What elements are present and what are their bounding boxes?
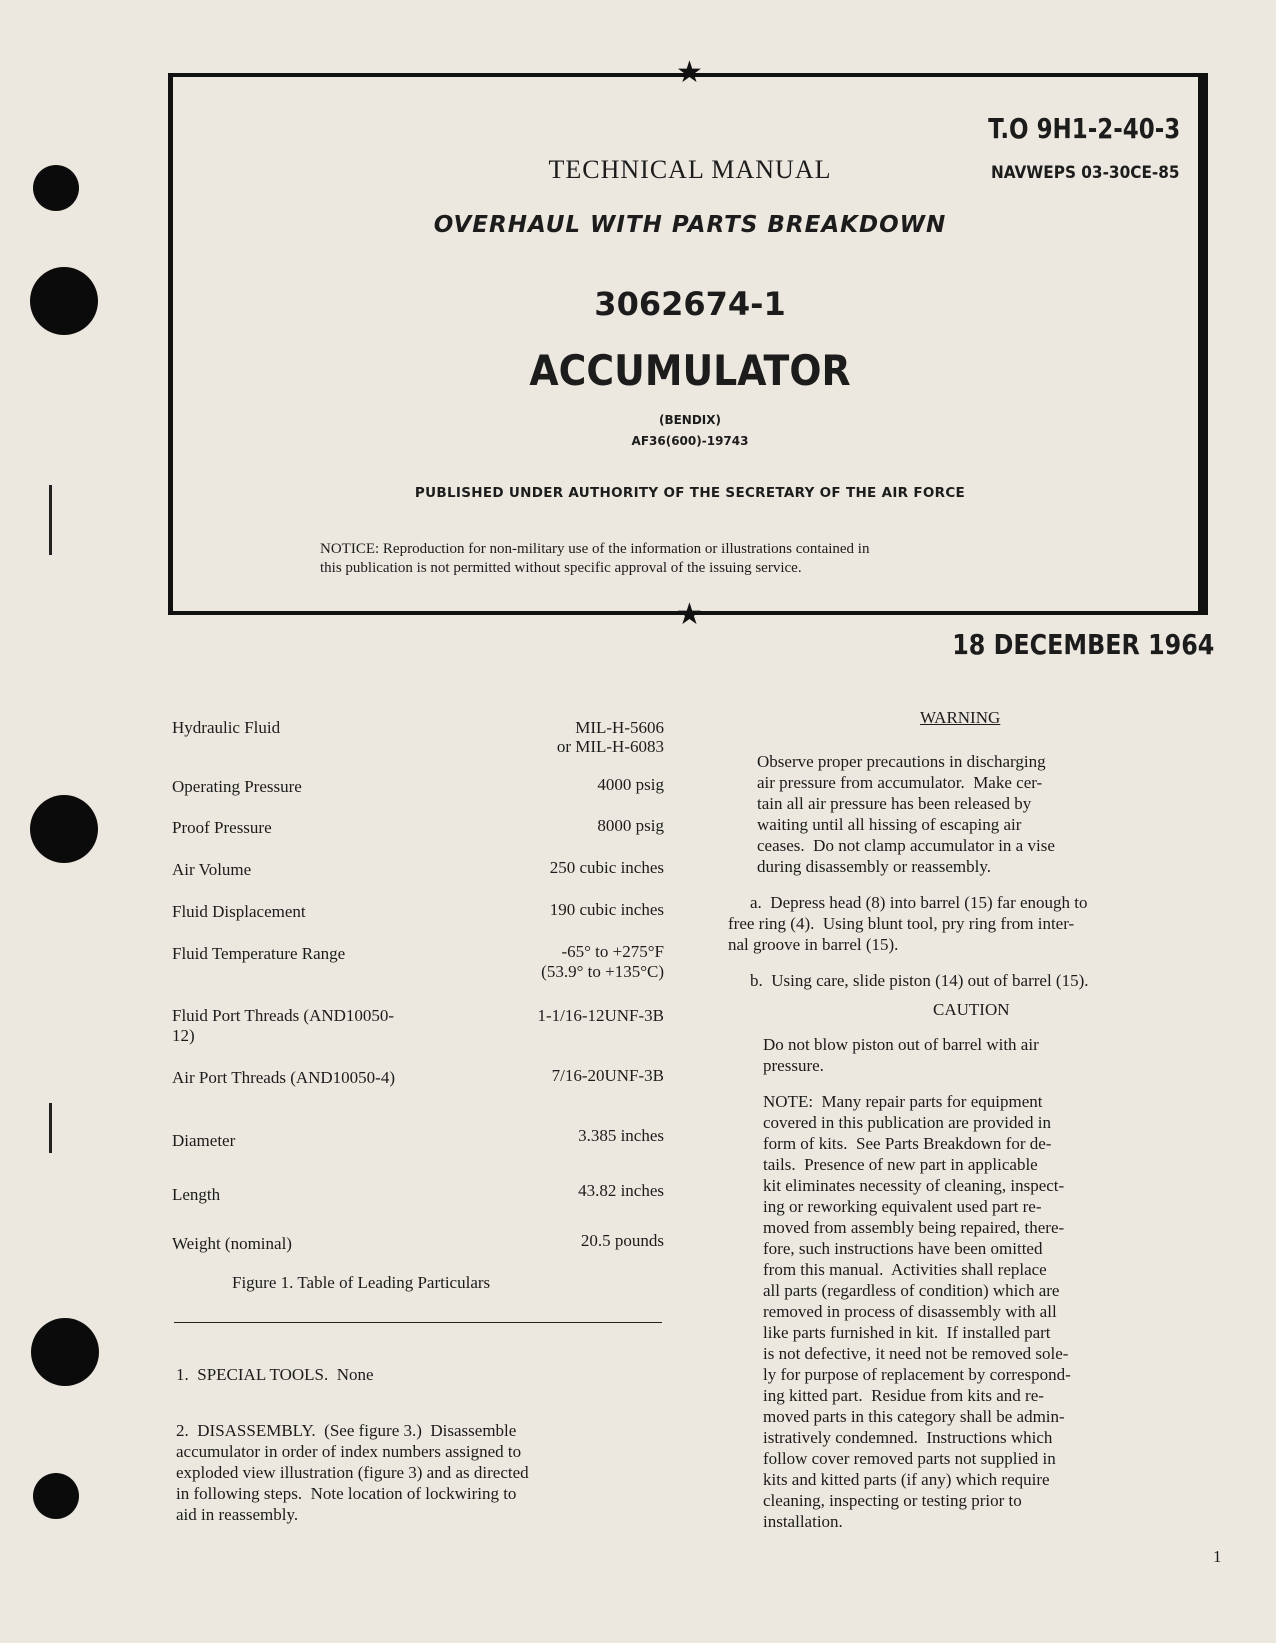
binder-hole-1 (33, 165, 79, 211)
table-row-label: Weight (nominal) (172, 1234, 292, 1253)
warning-line: Observe proper precautions in discharging (757, 752, 1046, 771)
contract-number: AF36(600)-19743 (631, 434, 749, 448)
note-line: form of kits. See Parts Breakdown for de- (763, 1134, 1052, 1153)
navweps-number: NAVWEPS 03-30CE-85 (991, 163, 1180, 183)
note-line: ly for purpose of replacement by correspond- (763, 1365, 1071, 1384)
table-row-value: 8000 psig (597, 816, 664, 835)
table-row-value: 20.5 pounds (580, 1231, 664, 1250)
table-row-label: Length (172, 1185, 221, 1204)
note-line: moved parts in this category shall be admin- (763, 1407, 1065, 1426)
table-row-value: 190 cubic inches (549, 900, 664, 919)
paragraph-line: free ring (4). Using blunt tool, pry ring from inter- (728, 914, 1075, 933)
to-number: T.O 9H1-2-40-3 (987, 112, 1180, 145)
step-b-paragraph: b. Using care, slide piston (14) out of barrel (15). (750, 971, 1089, 990)
bottom-star-icon: ★ (676, 597, 703, 632)
table-row-value: -65° to +275°F (561, 942, 664, 961)
warning-line: air pressure from accumulator. Make cer- (757, 773, 1043, 792)
table-row-label: 12) (172, 1026, 195, 1045)
note-line: removed in process of disassembly with all (763, 1302, 1057, 1321)
table-row-label: Fluid Temperature Range (172, 944, 346, 963)
paragraph-line: aid in reassembly. (176, 1505, 299, 1524)
figure-caption: Figure 1. Table of Leading Particulars (232, 1273, 491, 1292)
table-row-value: 4000 psig (597, 775, 664, 794)
caution-line: pressure. (763, 1056, 824, 1075)
binder-hole-5 (33, 1473, 79, 1519)
table-row-label: Diameter (172, 1131, 236, 1150)
table-row-value: 7/16-20UNF-3B (551, 1066, 664, 1085)
note-line: cleaning, inspecting or testing prior to (763, 1491, 1022, 1510)
binder-hole-2 (30, 267, 98, 335)
caution-heading: CAUTION (933, 1000, 1010, 1019)
note-line: ing kitted part. Residue from kits and re- (763, 1386, 1044, 1405)
note-line: tails. Presence of new part in applicable (763, 1155, 1038, 1174)
table-row-value: 3.385 inches (578, 1126, 664, 1145)
paragraph-line: exploded view illustration (figure 3) and as directed (176, 1463, 529, 1482)
note-line: fore, such instructions have been omitted (763, 1239, 1043, 1258)
warning-line: waiting until all hissing of escaping air (757, 815, 1022, 834)
paragraph-line: 2. DISASSEMBLY. (See figure 3.) Disassemble (176, 1421, 517, 1440)
paragraph-line: in following steps. Note location of lockwiring to (176, 1484, 517, 1503)
warning-heading: WARNING (920, 708, 1001, 727)
table-row-value: or MIL-H-6083 (556, 737, 664, 756)
section-divider (174, 1322, 662, 1323)
paragraph-line: a. Depress head (8) into barrel (15) far enough to (750, 893, 1088, 912)
manufacturer: (BENDIX) (658, 413, 722, 427)
authority-line: PUBLISHED UNDER AUTHORITY OF THE SECRETARY OF THE AIR FORCE (414, 485, 966, 501)
note-line: NOTE: Many repair parts for equipment (763, 1092, 1043, 1111)
table-row-label: Fluid Port Threads (AND10050- (172, 1006, 395, 1025)
table-row-label: Air Port Threads (AND10050-4) (172, 1068, 396, 1087)
note-line: ing or reworking equivalent used part re- (763, 1197, 1042, 1216)
table-row-label: Hydraulic Fluid (172, 718, 281, 737)
notice-line-2: this publication is not permitted without specific approval of the issuing service. (320, 560, 802, 576)
table-row-label: Operating Pressure (172, 777, 302, 796)
publication-date: 18 DECEMBER 1964 (951, 628, 1214, 661)
note-line: istratively condemned. Instructions which (763, 1428, 1053, 1447)
binding-mark-1 (49, 485, 52, 555)
note-line: kit eliminates necessity of cleaning, inspect- (763, 1176, 1065, 1195)
binder-hole-3 (30, 795, 98, 863)
note-line: from this manual. Activities shall replace (763, 1260, 1047, 1279)
note-line: is not defective, it need not be removed sole- (763, 1344, 1069, 1363)
special-tools-paragraph: 1. SPECIAL TOOLS. None (176, 1365, 374, 1384)
table-row-value: 43.82 inches (578, 1181, 664, 1200)
binder-hole-4 (31, 1318, 99, 1386)
page-number: 1 (1213, 1547, 1222, 1566)
table-row-value: 1-1/16-12UNF-3B (537, 1006, 664, 1025)
note-line: kits and kitted parts (if any) which require (763, 1470, 1050, 1489)
note-line: moved from assembly being repaired, there- (763, 1218, 1065, 1237)
note-line: all parts (regardless of condition) which are (763, 1281, 1060, 1300)
technical-manual-heading: TECHNICAL MANUAL (548, 155, 832, 184)
table-row-value: MIL-H-5606 (575, 718, 664, 737)
table-row-value: (53.9° to +135°C) (541, 962, 664, 981)
notice-line-1: NOTICE: Reproduction for non-military use of the information or illustrations contained in (320, 541, 870, 557)
part-number: 3062674-1 (594, 285, 786, 323)
table-row-label: Fluid Displacement (172, 902, 306, 921)
note-line: like parts furnished in kit. If installed part (763, 1323, 1051, 1342)
table-row-value: 250 cubic inches (549, 858, 664, 877)
warning-line: ceases. Do not clamp accumulator in a vise (757, 836, 1055, 855)
warning-line: during disassembly or reassembly. (757, 857, 992, 876)
warning-line: tain all air pressure has been released by (757, 794, 1032, 813)
note-line: installation. (763, 1512, 843, 1531)
paragraph-line: accumulator in order of index numbers assigned to (176, 1442, 522, 1461)
document-title: ACCUMULATOR (529, 346, 851, 395)
top-star-icon: ★ (676, 55, 703, 90)
binding-mark-2 (49, 1103, 52, 1153)
table-row-label: Air Volume (172, 860, 252, 879)
caution-line: Do not blow piston out of barrel with air (763, 1035, 1039, 1054)
note-line: follow cover removed parts not supplied in (763, 1449, 1056, 1468)
note-line: covered in this publication are provided in (763, 1113, 1051, 1132)
table-row-label: Proof Pressure (172, 818, 272, 837)
overhaul-heading: OVERHAUL WITH PARTS BREAKDOWN (433, 212, 947, 238)
paragraph-line: nal groove in barrel (15). (728, 935, 899, 954)
